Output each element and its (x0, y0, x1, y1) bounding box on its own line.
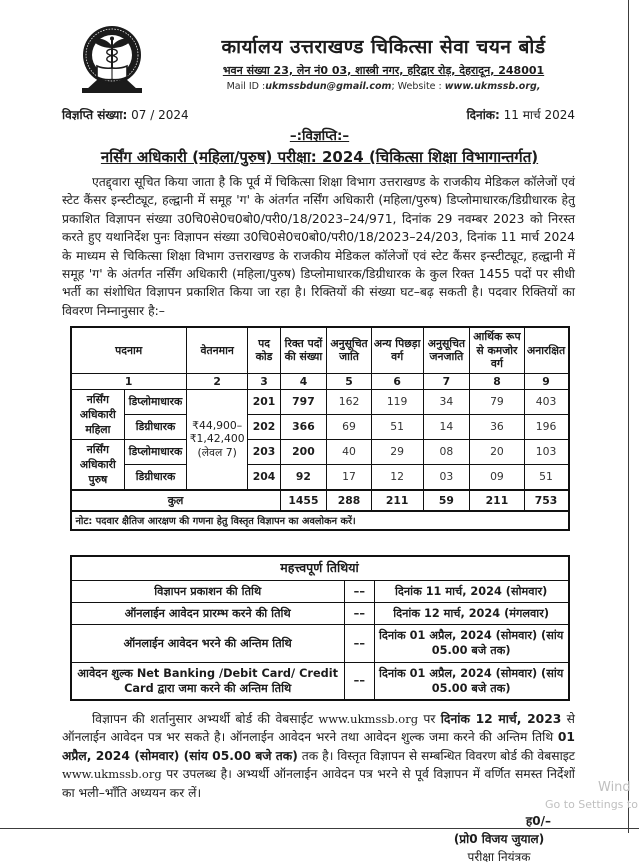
dates-row (71, 602, 569, 624)
mail-label: Mail ID : (226, 80, 266, 92)
date-value: दिनांक 12 मार्च, 2024 (मंगलवार) (374, 602, 568, 624)
st-cell: 14 (423, 414, 470, 439)
closing-text: विज्ञापन की शर्तानुसार अभ्यर्थी बोर्ड की वेबसाईट (92, 712, 319, 727)
ews-total-cell: 211 (470, 490, 524, 511)
colnum-3: 3 (248, 373, 280, 389)
date-value: दिनांक 11 मार्च, 2024 (सोमवार) (374, 580, 568, 602)
website-text: www.ukmssb.org (62, 767, 162, 782)
notice-heading: –:विज्ञप्ति:– (289, 128, 350, 144)
dates-table-title: महत्त्वपूर्ण तिथियां (71, 556, 569, 580)
ews-cell: 20 (470, 439, 524, 464)
notice-number-label: विज्ञप्ति संख्या: (62, 108, 128, 122)
total-posts-cell: 366 (280, 414, 327, 439)
exam-title-heading: नर्सिंग अधिकारी (महिला/पुरुष) परीक्षा: 2024 (चिकित्सा शिक्षा विभागान्तर्गत) (100, 148, 539, 166)
col-header-ews: आर्थिक रूप से कमजोर वर्ग (470, 327, 524, 373)
closing-text: तक है। विस्तृत विज्ञापन से सम्बन्धित विवरण बोर्ड की वेबसाइट (297, 748, 575, 763)
scan-edge-right (628, 0, 629, 833)
website-label: ; Website : (391, 80, 445, 92)
vacancy-total-row (71, 490, 569, 511)
closing-paragraph (62, 710, 575, 802)
total-posts-cell: 1455 (280, 490, 327, 511)
dates-row (71, 625, 569, 663)
total-label-cell: कुल (71, 490, 281, 511)
ur-cell: 196 (524, 414, 568, 439)
notice-date (467, 106, 575, 123)
signature-block (409, 812, 589, 866)
important-dates-table (70, 555, 570, 701)
org-address: भवन संख्या 23, लेन नं0 03, शास्त्री नगर, हरिद्वार रोड़, देहरादून, 248001 (222, 63, 545, 77)
notice-date-value: 11 मार्च 2024 (503, 108, 575, 122)
sc-total-cell: 288 (327, 490, 371, 511)
closing-text: से ऑनलाईन आवेदन पत्र भर सकते है। ऑनलाईन आवेदन भरने तथा आवेदन शुल्क जमा करने की अन्तिम तिथि (62, 712, 575, 745)
signed-mark: ह0/– (525, 814, 551, 829)
dates-row (71, 580, 569, 602)
st-cell: 34 (423, 389, 470, 414)
vacancy-row-female-diploma (71, 389, 569, 414)
email-text: ukmssbdun@gmail.com (265, 80, 392, 92)
post-code-cell: 203 (248, 439, 280, 464)
website-text: www.ukmssb.org (318, 712, 419, 727)
payscale-cell: ₹44,900– ₹1,42,400 (लेवल 7) (186, 389, 248, 490)
closing-text: पर उपलब्ध है। अभ्यर्थी ऑनलाईन आवेदन पत्र भरने से पूर्व विज्ञापन में वर्णित समस्त निर्देशों का भली–भाँति अध्ययन कर लें। (62, 767, 575, 800)
colnum-7: 7 (423, 373, 470, 389)
ur-cell: 403 (524, 389, 568, 414)
scan-edge-bottom (0, 828, 639, 829)
post-code-cell: 204 (248, 464, 280, 490)
st-cell: 03 (423, 464, 470, 490)
post-code-cell: 202 (248, 414, 280, 439)
ukmssb-emblem-icon (62, 24, 166, 100)
vacancy-row-male-diploma (71, 439, 569, 464)
post-name-cell: नर्सिंग अधिकारी पुरुष (71, 439, 125, 490)
date-label: आवेदन शुल्क Net Banking /Debit Card/ Credit Card द्वारा जमा करने की अन्तिम तिथि (71, 662, 345, 700)
ur-total-cell: 753 (524, 490, 568, 511)
post-type-cell: डिग्रीधारक (125, 414, 187, 439)
st-cell: 08 (423, 439, 470, 464)
date-separator: –– (344, 662, 374, 700)
vacancy-row-female-degree (71, 414, 569, 439)
date-label: ऑनलाईन आवेदन प्रारम्भ करने की तिथि (71, 602, 345, 624)
last-date-text: 01 अप्रैल, 2024 (सोमवार) (सांय 05.00 बजे तक) (62, 730, 575, 763)
obc-cell: 119 (371, 389, 423, 414)
dates-row (71, 662, 569, 700)
vacancy-row-male-degree (71, 464, 569, 490)
start-date-text: दिनांक 12 मार्च, 2023 (440, 712, 562, 727)
colnum-8: 8 (470, 373, 524, 389)
post-type-cell: डिप्लोमाधारक (125, 389, 187, 414)
contact-line (172, 81, 595, 92)
colnum-9: 9 (524, 373, 568, 389)
org-name: कार्यालय उत्तराखण्ड चिकित्सा सेवा चयन बोर्ड (221, 35, 546, 58)
post-code-cell: 201 (248, 389, 280, 414)
activation-watermark-line1: Wind (598, 780, 631, 795)
colnum-5: 5 (327, 373, 371, 389)
sc-cell: 162 (327, 389, 371, 414)
ews-cell: 36 (470, 414, 524, 439)
date-separator: –– (344, 580, 374, 602)
date-value: दिनांक 01 अप्रैल, 2024 (सोमवार) (सांय 05.00 बजे तक) (374, 625, 568, 663)
date-label: विज्ञापन प्रकाशन की तिथि (71, 580, 345, 602)
colnum-1: 1 (71, 373, 187, 389)
notice-number (62, 106, 189, 123)
notice-number-value: 07 / 2024 (131, 108, 189, 122)
obc-cell: 29 (371, 439, 423, 464)
total-posts-cell: 200 (280, 439, 327, 464)
col-header-total-posts: रिक्त पदों की संख्या (280, 327, 327, 373)
obc-cell: 51 (371, 414, 423, 439)
ews-cell: 09 (470, 464, 524, 490)
ews-cell: 79 (470, 389, 524, 414)
st-total-cell: 59 (423, 490, 470, 511)
col-header-sc: अनुसूचित जाति (327, 327, 371, 373)
total-posts-cell: 92 (280, 464, 327, 490)
colnum-6: 6 (371, 373, 423, 389)
col-header-post: पदनाम (71, 327, 187, 373)
col-header-code: पद कोड (248, 327, 280, 373)
post-name-cell: नर्सिंग अधिकारी महिला (71, 389, 125, 439)
notice-date-label: दिनांक: (466, 108, 500, 122)
col-header-st: अनुसूचित जनजाति (423, 327, 470, 373)
vacancy-colnum-row (71, 373, 569, 389)
sc-cell: 17 (327, 464, 371, 490)
ur-cell: 51 (524, 464, 568, 490)
vacancy-note-text: नोट: पदवार क्षैतिज आरक्षण की गणना हेतु विस्तृत विज्ञापन का अवलोकन करें। (71, 511, 569, 530)
date-separator: –– (344, 625, 374, 663)
signatory-name: (प्रो0 विजय जुयाल) (453, 832, 545, 847)
date-value: दिनांक 01 अप्रैल, 2024 (सोमवार) (सांय 05.00 बजे तक) (374, 662, 568, 700)
website-text: www.ukmssb.org, (444, 80, 541, 92)
col-header-obc: अन्य पिछड़ा वर्ग (371, 327, 423, 373)
dates-title-row (71, 556, 569, 580)
post-type-cell: डिप्लोमाधारक (125, 439, 187, 464)
col-header-ur: अनारक्षित (524, 327, 568, 373)
date-separator: –– (344, 602, 374, 624)
letterhead (0, 0, 639, 100)
colnum-2: 2 (186, 373, 248, 389)
signatory-designation: परीक्षा नियंत्रक (467, 850, 531, 865)
post-type-cell: डिग्रीधारक (125, 464, 187, 490)
activation-watermark-line2: Go to Settings to (545, 798, 638, 811)
vacancy-table (70, 326, 570, 530)
vacancy-header-row (71, 327, 569, 373)
closing-text: पर (418, 712, 441, 727)
total-posts-cell: 797 (280, 389, 327, 414)
col-header-payscale: वेतनमान (186, 327, 248, 373)
date-label: ऑनलाईन आवेदन भरने की अन्तिम तिथि (71, 625, 345, 663)
ur-cell: 103 (524, 439, 568, 464)
sc-cell: 69 (327, 414, 371, 439)
intro-paragraph: एतद्द्वारा सूचित किया जाता है कि पूर्व में चिकित्सा शिक्षा विभाग उत्तराखण्ड के राजकीय मेडिकल कॉलेजों एवं स्टेट कैंसर इन्स्टीट्यूट, हल्द्वानी में समूह 'ग' के अंतर्गत नर्सिंग अधिकारी (महिला/पुरुष) डिप्लोमाधारक/डिग्रीधारक हेतु प्रकाशित विज्ञापन संख्या उ0चि0से0च0बो0/परी0/18/2023–24/971, दिनांक 29 नवम्बर 2023 को निरस्त करते हुए यथानिर्देश पुनः विज्ञापन संख्या उ0चि0से0च0बो0/परी0/18/2023–24/203, दिनांक 11 मार्च 2024 के माध्यम से चिकित्सा शिक्षा विभाग उत्तराखण्ड के राजकीय मेडिकल कॉलेजों एवं स्टेट कैंसर इन्स्टीट्यूट, हल्द्वानी में समूह 'ग' के अंतर्गत नर्सिंग अधिकारी (महिला/पुरुष) डिप्लोमाधारक/डिग्रीधारक के कुल रिक्त 1455 पदों पर सीधी भर्ती का संशोधित विज्ञापन प्रकाशित किया जा रहा है। रिक्तियों की संख्या घट–बढ़ सकती है। पदवार रिक्तियों का विवरण निम्नानुसार है:– (62, 175, 575, 318)
vacancy-note-row (71, 511, 569, 530)
obc-cell: 12 (371, 464, 423, 490)
obc-total-cell: 211 (371, 490, 423, 511)
meta-row (0, 100, 639, 123)
sc-cell: 40 (327, 439, 371, 464)
colnum-4: 4 (280, 373, 327, 389)
